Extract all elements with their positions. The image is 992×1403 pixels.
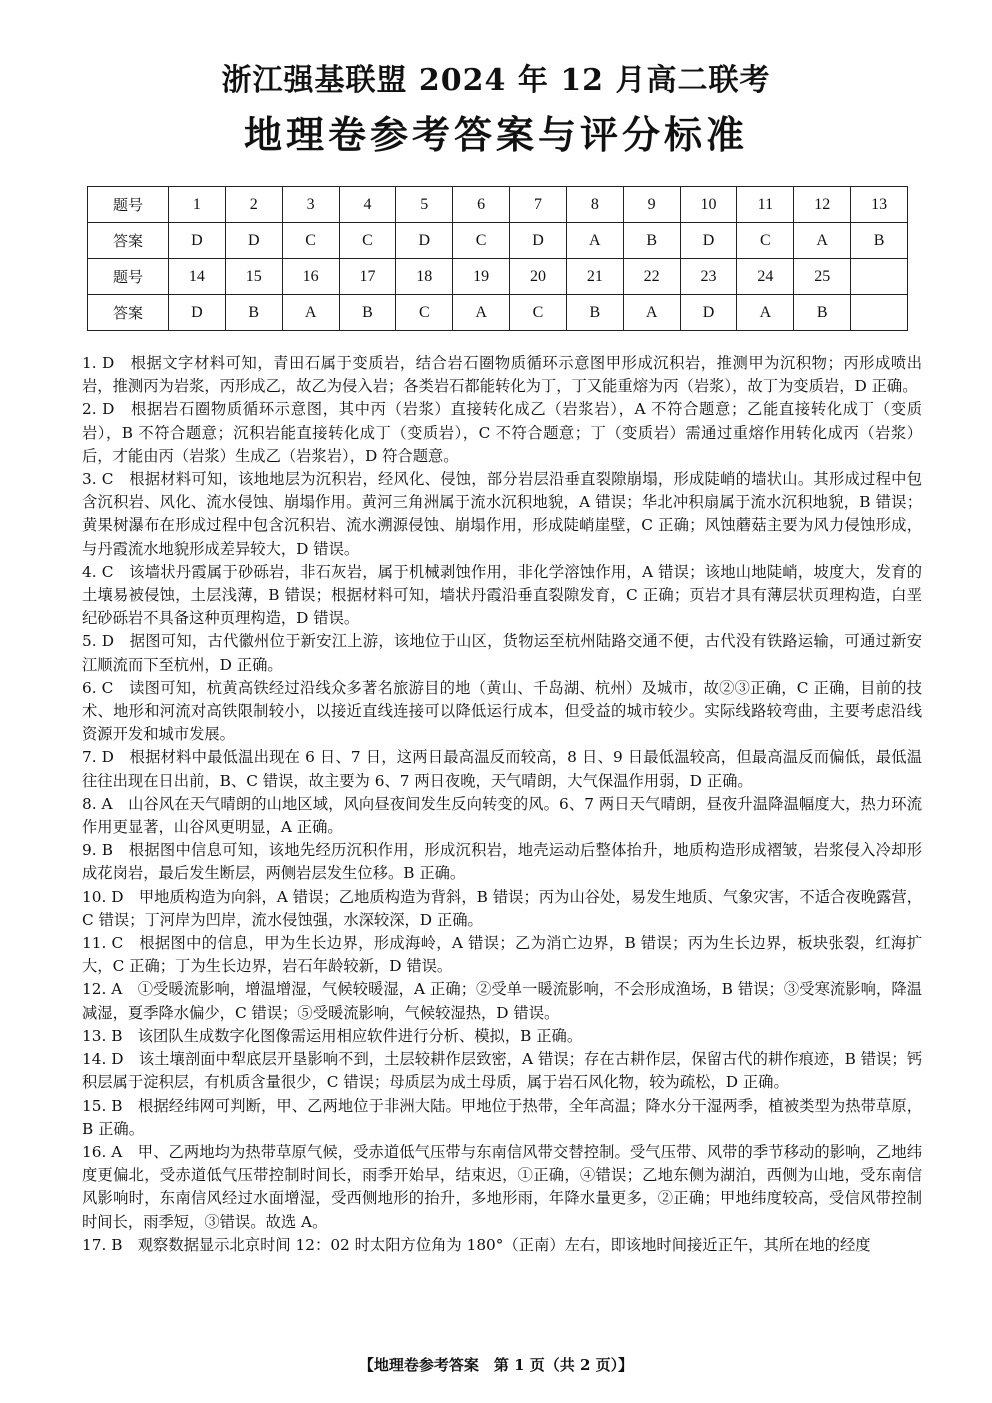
table-cell: 4 bbox=[339, 187, 396, 223]
table-cell: 8 bbox=[566, 187, 623, 223]
answer-explanation: 13. B 该团队生成数字化图像需运用相应软件进行分析、模拟，B 正确。 bbox=[82, 1026, 583, 1045]
table-cell: B bbox=[339, 295, 396, 331]
table-cell: 2 bbox=[225, 187, 282, 223]
table-cell: 15 bbox=[225, 259, 282, 295]
answer-explanation: 11. C 根据图中的信息，甲为生长边界，形成海岭，A 错误；乙为消亡边界，B 错误；丙为生长边界，板块张裂，红海扩大，C 正确；丁为生长边界，岩石年龄较新，D 错误。 bbox=[82, 934, 922, 976]
table-cell: 9 bbox=[623, 187, 680, 223]
row-label: 题号 bbox=[88, 259, 169, 295]
table-cell: A bbox=[566, 223, 623, 259]
answer-explanation: 10. D 甲地质构造为向斜，A 错误；乙地质构造为背斜，B 错误；丙为山谷处，易发生地质、气象灾害，不适合夜晚露营，C 错误；丁河岸为凹岸，流水侵蚀强，水深较深，D 正确。 bbox=[82, 887, 922, 929]
answer-explanation: 7. D 根据材料中最低温出现在 6 日、7 日，这两日最高温反而较高，8 日、9 日最低温较高，但最高温反而偏低，最低温往往出现在日出前，B、C 错误，故主要为 6、7 两日夜晚，天气晴朗，大气保温作用弱，D 正确。 bbox=[82, 748, 922, 790]
answer-explanation: 14. D 该土壤剖面中犁底层开垦影响不到，土层较耕作层致密，A 错误；存在古耕作层，保留古代的耕作痕迹，B 错误；钙积层属于淀积层，有机质含量很少，C 错误；母质层为成土母质，属于岩石风化物，较为疏松，D 正确。 bbox=[82, 1050, 922, 1092]
table-cell: C bbox=[282, 223, 339, 259]
table-cell: D bbox=[169, 295, 226, 331]
table-cell: 3 bbox=[282, 187, 339, 223]
table-cell: 5 bbox=[396, 187, 453, 223]
document-title: 浙江强基联盟 2024 年 12 月高二联考 bbox=[221, 63, 771, 98]
answer-explanation: 17. B 观察数据显示北京时间 12：02 时太阳方位角为 180°（正南）左右，即该地时间接近正午，其所在地的经度 bbox=[82, 1235, 871, 1254]
table-cell: 1 bbox=[169, 187, 226, 223]
table-cell: 22 bbox=[623, 259, 680, 295]
table-cell: 16 bbox=[282, 259, 339, 295]
answer-explanation: 12. A ①受暖流影响，增温增湿，气候较暖湿，A 正确；②受单一暖流影响，不会形成渔场，B 错误；③受寒流影响，降温减湿，夏季降水偏少，C 错误；⑤受暖流影响，气候较湿热，D 错误。 bbox=[82, 980, 922, 1022]
table-cell: 13 bbox=[851, 187, 908, 223]
page-footer: 【地理卷参考答案 第 1 页（共 2 页）】 bbox=[358, 1356, 634, 1374]
answer-explanation: 3. C 根据材料可知，该地地层为沉积岩，经风化、侵蚀，部分岩层沿垂直裂隙崩塌，形成陡峭的墙状山。其形成过程中包含沉积岩、风化、流水侵蚀、崩塌作用。黄河三角洲属于流水沉积地貌，A 错误；华北冲积扇属于流水沉积地貌，B 错误；黄果树瀑布在形成过程中包含沉积岩、流水溯源侵蚀、崩塌作用，形成陡峭崖壁，C 正确；风蚀蘑菇主要为风力侵蚀形成，与丹霞流水地貌形成差异较大，D 错误。 bbox=[82, 470, 922, 558]
table-cell: 12 bbox=[794, 187, 851, 223]
table-cell: B bbox=[225, 295, 282, 331]
table-cell bbox=[851, 259, 908, 295]
table-cell: 17 bbox=[339, 259, 396, 295]
table-cell: 20 bbox=[510, 259, 567, 295]
table-cell: A bbox=[623, 295, 680, 331]
table-cell: 7 bbox=[510, 187, 567, 223]
table-cell: D bbox=[169, 223, 226, 259]
table-cell: A bbox=[737, 295, 794, 331]
answer-explanation: 15. B 根据经纬网可判断，甲、乙两地位于非洲大陆。甲地位于热带，全年高温；降水分干湿两季，植被类型为热带草原，B 正确。 bbox=[82, 1096, 922, 1138]
table-cell: A bbox=[794, 223, 851, 259]
table-cell: B bbox=[566, 295, 623, 331]
answer-explanation: 5. D 据图可知，古代徽州位于新安江上游，该地位于山区，货物运至杭州陆路交通不便，古代没有铁路运输，可通过新安江顺流而下至杭州，D 正确。 bbox=[82, 632, 922, 674]
table-cell: 21 bbox=[566, 259, 623, 295]
table-cell: 25 bbox=[794, 259, 851, 295]
answer-explanation: 1. D 根据文字材料可知，青田石属于变质岩，结合岩石圈物质循环示意图甲形成沉积岩，推测甲为沉积物；丙形成喷出岩，推测丙为岩浆，丙形成乙，故乙为侵入岩；各类岩石都能转化为丁，丁又能重熔为丙（岩浆），故丁为变质岩，D 正确。 bbox=[82, 354, 922, 396]
table-cell: 10 bbox=[680, 187, 737, 223]
table-row bbox=[88, 187, 908, 223]
table-cell: D bbox=[510, 223, 567, 259]
answer-explanation: 16. A 甲、乙两地均为热带草原气候，受赤道低气压带与东南信风带交替控制。受气压带、风带的季节移动的影响，乙地纬度更偏北，受赤道低气压带控制时间长，雨季开始早，结束迟，①正确，④错误；乙地东侧为湖泊，西侧为山地，受东南信风影响时，东南信风经过水面增湿，受西侧地形的抬升，多地形雨，年降水量更多，②正确；甲地纬度较高，受信风带控制时间长，雨季短，③错误。故选 A。 bbox=[82, 1142, 922, 1231]
table-cell: 11 bbox=[737, 187, 794, 223]
table-cell: A bbox=[453, 295, 510, 331]
table-cell: D bbox=[396, 223, 453, 259]
row-label: 答案 bbox=[88, 223, 169, 259]
table-cell: C bbox=[396, 295, 453, 331]
table-row bbox=[88, 259, 908, 295]
table-cell: C bbox=[510, 295, 567, 331]
table-row bbox=[88, 295, 908, 331]
answer-table bbox=[87, 186, 908, 331]
table-cell: A bbox=[282, 295, 339, 331]
table-cell: C bbox=[453, 223, 510, 259]
table-cell: D bbox=[680, 223, 737, 259]
answer-explanation: 2. D 根据岩石圈物质循环示意图，其中丙（岩浆）直接转化成乙（岩浆岩），A 不符合题意；乙能直接转化成丁（变质岩），B 不符合题意；沉积岩能直接转化成丁（变质岩），C 不符合题意；丁（变质岩）需通过重熔作用转化成丙（岩浆）后，才能由丙（岩浆）生成乙（岩浆岩），D 符合题意。 bbox=[82, 400, 922, 465]
table-cell: 24 bbox=[737, 259, 794, 295]
table-cell: 19 bbox=[453, 259, 510, 295]
table-cell: D bbox=[680, 295, 737, 331]
table-cell: C bbox=[737, 223, 794, 259]
answer-explanations bbox=[82, 352, 922, 1257]
table-cell: B bbox=[794, 295, 851, 331]
answer-explanation: 6. C 读图可知，杭黄高铁经过沿线众多著名旅游目的地（黄山、千岛湖、杭州）及城市，故②③正确，C 正确，目前的技术、地形和河流对高铁限制较小，以接近直线连接可以降低运行成本，但受益的城市较少。实际线路较弯曲，主要考虑沿线资源开发和城市发展。 bbox=[82, 678, 922, 744]
row-label: 答案 bbox=[88, 295, 169, 331]
table-cell: 14 bbox=[169, 259, 226, 295]
table-cell: 6 bbox=[453, 187, 510, 223]
document-subtitle: 地理卷参考答案与评分标准 bbox=[243, 112, 748, 157]
answer-explanation: 4. C 该墙状丹霞属于砂砾岩，非石灰岩，属于机械剥蚀作用，非化学溶蚀作用，A 错误；该地山地陡峭，坡度大，发育的土壤易被侵蚀，土层浅薄，B 错误；根据材料可知，墙状丹霞沿垂直裂隙发育，C 正确；页岩才具有薄层状页理构造，白垩纪砂砾岩不具备这种页理构造，D 错误。 bbox=[82, 562, 922, 628]
row-label: 题号 bbox=[88, 187, 169, 223]
table-cell: D bbox=[225, 223, 282, 259]
answer-explanation: 8. A 山谷风在天气晴朗的山地区域，风向昼夜间发生反向转变的风。6、7 两日天气晴朗，昼夜升温降温幅度大，热力环流作用更显著，山谷风更明显，A 正确。 bbox=[82, 794, 922, 837]
table-cell bbox=[851, 295, 908, 331]
table-cell: C bbox=[339, 223, 396, 259]
table-cell: 23 bbox=[680, 259, 737, 295]
table-cell: B bbox=[623, 223, 680, 259]
table-row bbox=[88, 223, 908, 259]
table-cell: 18 bbox=[396, 259, 453, 295]
table-cell: B bbox=[851, 223, 908, 259]
answer-explanation: 9. B 根据图中信息可知，该地先经历沉积作用，形成沉积岩，地壳运动后整体抬升，地质构造形成褶皱，岩浆侵入冷却形成花岗岩，最后发生断层，两侧岩层发生位移。B 正确。 bbox=[82, 841, 922, 883]
